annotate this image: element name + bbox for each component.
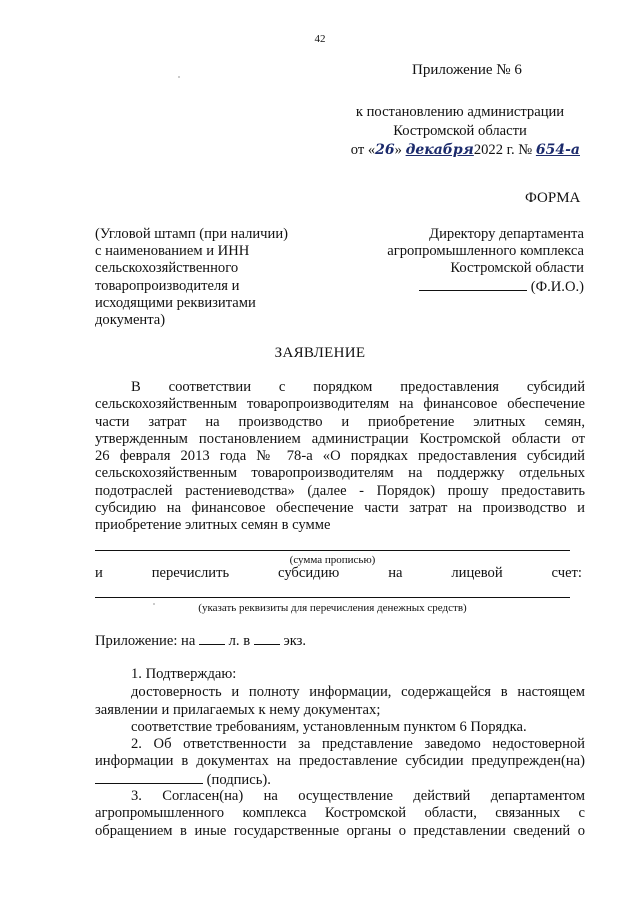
body-line: приобретение элитных семян в сумме [95, 517, 331, 534]
date-prefix: от « [350, 142, 376, 158]
stamp-line: сельскохозяйственного [95, 260, 239, 277]
requisites-caption: (указать реквизиты для перечисления денежных средств) [198, 602, 467, 614]
sum-caption: (сумма прописью) [289, 554, 376, 566]
appendix-label: Приложение № 6 [412, 62, 522, 78]
section-1-line: достоверность и полноту информации, содержащейся в настоящем [131, 684, 585, 701]
sum-blank-line[interactable] [95, 550, 570, 551]
decree-date-line [340, 142, 580, 161]
attachment-middle: л. в [228, 633, 251, 649]
corner-stamp-note [95, 226, 315, 329]
page-number: 42 [314, 33, 326, 45]
date-year: 2022 г. № [473, 142, 533, 158]
section-3-line: обращением в иные государственные органы о представлении сведений о [95, 822, 585, 839]
stamp-line: (Угловой штамп (при наличии) [95, 226, 288, 242]
handwritten-month: декабря [405, 142, 474, 158]
transfer-word: перечислить [151, 565, 230, 581]
document-title: ЗАЯВЛЕНИЕ [274, 345, 366, 361]
body-line: сельскохозяйственным товаропроизводителям на финансовое обеспечение [95, 396, 585, 413]
date-close: » [394, 142, 402, 158]
pages-blank[interactable] [199, 632, 225, 645]
addressee-line-1: Директору департамента [429, 226, 584, 242]
attachment-prefix: Приложение: на [95, 633, 196, 649]
stamp-line: документа) [95, 311, 166, 328]
attachment-suffix: экз. [283, 633, 307, 649]
body-line: 26 февраля 2013 года № 78-а «О порядках предоставления субсидий [95, 448, 585, 465]
decree-line-2: Костромской области [393, 123, 527, 139]
section-2-line: 2. Об ответственности за представление заведомо недостоверной [131, 736, 585, 753]
decree-line-1: к постановлению администрации [355, 104, 565, 120]
section-3-line: агропромышленного комплекса Костромской области, связанных с [95, 805, 585, 822]
body-line: субсидию на финансовое обеспечение части затрат на производство и [95, 500, 585, 517]
addressee-line-3: Костромской области [450, 260, 584, 277]
body-line: В соответствии с порядком предоставления субсидий [131, 379, 585, 395]
addressee-block [318, 226, 584, 295]
handwritten-day: 26 [375, 142, 395, 158]
fio-line [318, 278, 584, 295]
transfer-line [95, 565, 582, 582]
signature-label: (подпись). [206, 771, 271, 788]
stamp-line: товаропроизводителя и [95, 277, 240, 294]
confirmation-section [95, 666, 585, 840]
handwritten-number: 654-а [535, 142, 580, 158]
body-line: утвержденным постановлением администрации Костромской области от [95, 430, 585, 447]
transfer-word: лицевой [451, 565, 503, 581]
attachment-line [95, 632, 306, 650]
section-1-line: соответствие требованиям, установленным пунктом 6 Порядка. [131, 718, 527, 735]
body-line: сельскохозяйственным товаропроизводителям на поддержку отдельных [95, 465, 585, 482]
signature-line [95, 771, 585, 788]
stamp-line: исходящими реквизитами [95, 294, 256, 311]
body-line: подотраслей растениеводства» (далее - Порядок) прошу предоставить [95, 482, 585, 499]
addressee-line-2: агропромышленного комплекса [387, 243, 584, 260]
body-line: части затрат на производство и приобретение элитных семян, [95, 413, 585, 430]
requisites-blank-line[interactable] [95, 597, 570, 598]
transfer-word: счет: [551, 565, 582, 581]
transfer-word: на [388, 565, 403, 581]
scan-speck [178, 76, 180, 78]
stamp-line: с наименованием и ИНН [95, 243, 250, 260]
application-body [95, 379, 585, 535]
form-label: ФОРМА [525, 190, 581, 206]
section-1-line: заявлении и прилагаемых к нему документах; [95, 701, 381, 718]
fio-blank[interactable] [419, 278, 527, 291]
fio-label: (Ф.И.О.) [530, 278, 584, 295]
decree-reference [340, 104, 580, 161]
transfer-word: и [95, 565, 103, 581]
signature-blank[interactable] [95, 771, 203, 784]
copies-blank[interactable] [254, 632, 280, 645]
section-3-line: 3. Согласен(на) на осуществление действий департаментом [131, 788, 585, 805]
transfer-word: субсидию [278, 565, 340, 581]
section-2-line: информации в документах на предоставление субсидии предупрежден(на) [95, 753, 585, 770]
section-1-heading: 1. Подтверждаю: [131, 666, 237, 682]
